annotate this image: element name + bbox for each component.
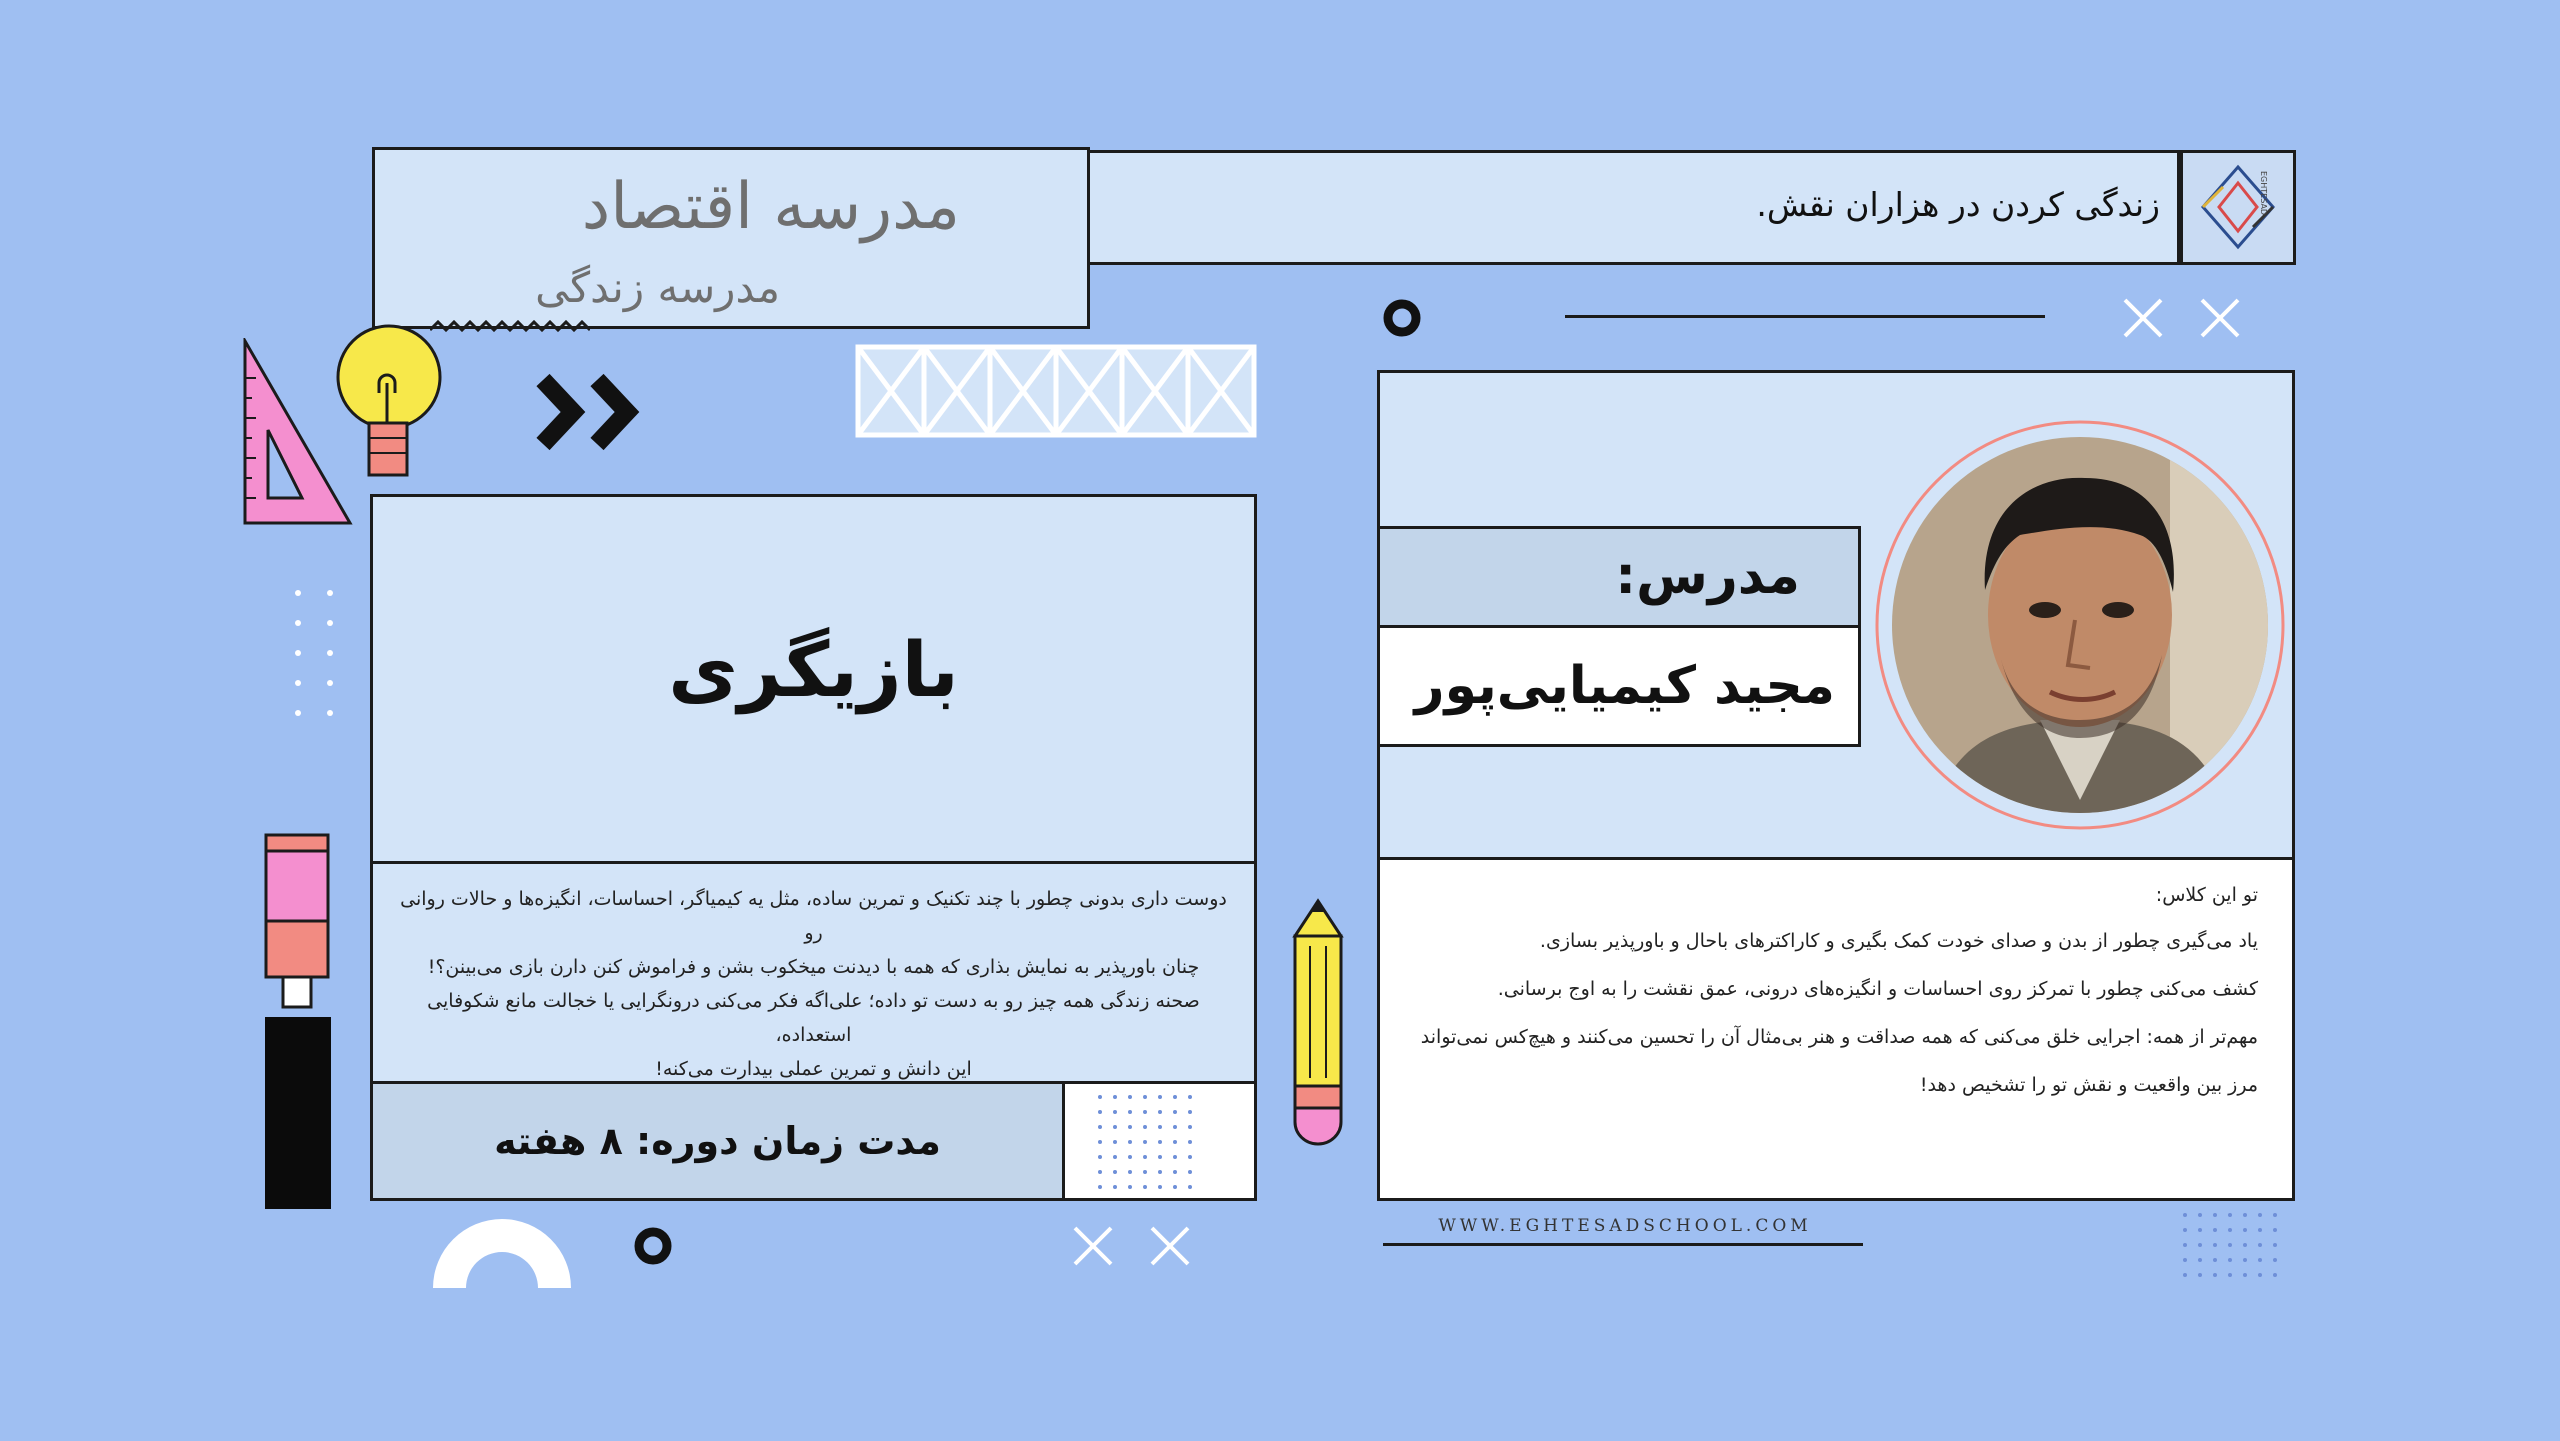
dots-decoration [290,585,340,720]
ring-icon [1382,298,1422,338]
class-info-intro: تو این کلاس: [2155,884,2258,906]
class-info-item: یاد می‌گیری چطور از بدن و صدای خودت کمک بگیری و کاراکترهای باحال و باورپذیر بسازی. [1539,930,2258,952]
cross-marks-icon [2122,297,2244,339]
instructor-photo [1870,420,2290,855]
ring-icon [633,1226,673,1266]
class-info-text [1410,880,2258,1180]
course-description [392,882,1235,1080]
half-ring-shape [430,1215,575,1291]
double-chevron-icon [535,372,655,452]
zigzag-decoration [430,320,590,340]
course-title: بازیگری [668,625,959,714]
dot-grid-decoration [1095,1092,1215,1192]
divider-line [1565,315,2045,318]
instructor-name: مجید کیمیایی‌پور [1414,656,1835,716]
cross-marks-icon [1072,1225,1194,1267]
website-url[interactable]: WWW.EGHTESADSCHOOL.COM [1438,1216,1812,1236]
pencil-icon [1292,898,1344,1146]
class-info-item: کشف می‌کنی چطور با تمرکز روی احساسات و انگیزه‌های درونی، عمق نقشت را به اوج برسانی. [1497,978,2258,1000]
course-duration: مدت زمان دوره: ۸ هفته [494,1119,941,1163]
description-line: این دانش و تمرین عملی بیدارت می‌کنه! [655,1058,972,1080]
class-info-item: مهم‌تر از همه: اجرایی خلق می‌کنی که همه صداقت و هنر بی‌مثال آن را تحسین می‌کنند و هیچ‌کس نمی‌تواند [1420,1026,2258,1048]
description-line: صحنه زندگی همه چیز رو به دست تو داده؛ علی‌اگه فکر می‌کنی درونگرایی یا خجالت مانع شکوفایی استعداده، [427,990,1200,1046]
logo-sub-text: مدرسه زندگی [535,263,780,312]
lightbulb-icon [335,323,445,480]
svg-text:EGHTESAD: EGHTESAD [2259,171,2268,216]
logo-main-text: مدرسه اقتصاد [581,170,960,244]
description-line: دوست داری بدونی چطور با چند تکنیک و تمرین ساده، مثل یه کیمیاگر، احساسات، انگیزه‌ها و حالات روانی رو [400,888,1227,944]
cross-pattern-block [855,344,1257,438]
marker-icon [263,832,333,1012]
logo-emblem-icon [2183,153,2293,262]
class-info-item: مرز بین واقعیت و نقش تو را تشخیص دهد! [1919,1074,2258,1096]
dots-decoration [2180,1210,2290,1280]
description-line: چنان باورپذیر به نمایش بذاری که همه با دیدنت میخکوب بشن و فراموش کنن دارن بازی می‌بینن؟! [427,956,1200,978]
black-bar-decoration [265,1017,331,1209]
school-logo [2180,150,2296,265]
instructor-label: مدرس: [1615,546,1800,606]
website-underline [1383,1243,1863,1246]
tagline-text: زندگی کردن در هزاران نقش. [1756,185,2160,224]
